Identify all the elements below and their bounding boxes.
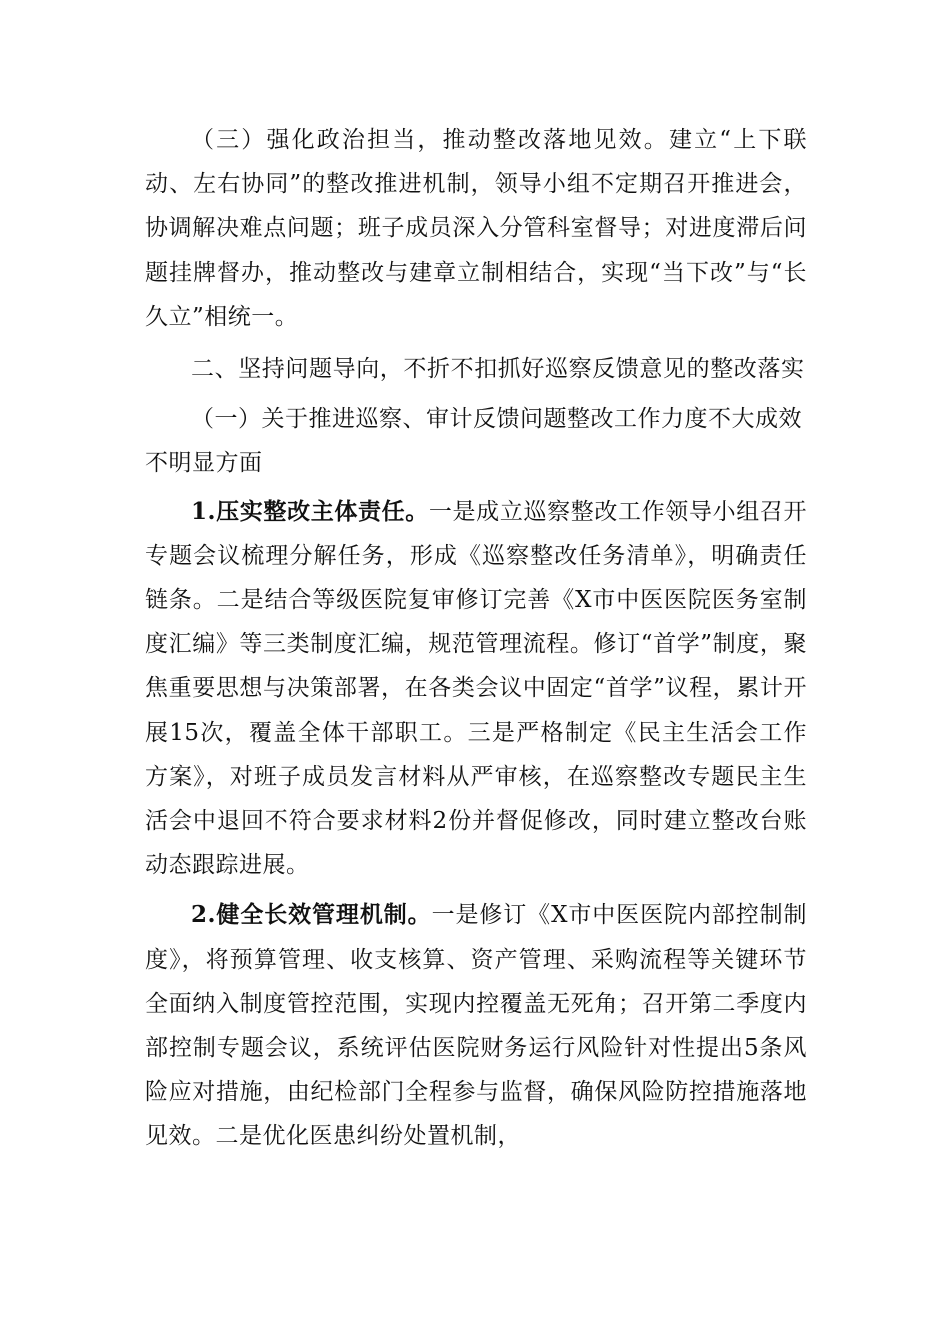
item-2-body: 一是修订《X市中医医院内部控制制度》，将预算管理、收支核算、资产管理、采购流程等关键环节全面纳入制度管控范围，实现内控覆盖无死角；召开第二季度内部控制专题会议，系统评估医院财务运行风险针对性提出5条风险应对措施，由纪检部门全程参与监督，确保风险防控措施落地见效。二是优化医患纠纷处置机制， xyxy=(145,902,808,1150)
section-heading-2: 二、坚持问题导向，不折不扣抓好巡察反馈意见的整改落实 xyxy=(191,356,805,383)
paragraph-body: 建立“上下联动、左右协同”的整改推进机制，领导小组不定期召开推进会，协调解决难点问题；班子成员深入分管科室督导；对进度滞后问题挂牌督办，推动整改与建章立制相结合，实现“当下改”与“长久立”相统一。 xyxy=(145,127,808,330)
document-page xyxy=(145,118,807,1159)
item-2-title: 2.健全长效管理机制。 xyxy=(191,901,432,929)
item-2-paragraph xyxy=(145,893,807,1158)
item-1-title: 1.压实整改主体责任。 xyxy=(191,497,429,525)
paragraph-lead: （三）强化政治担当，推动整改落地见效。 xyxy=(191,127,669,153)
item-1-paragraph xyxy=(145,490,807,888)
item-1-body: 一是成立巡察整改工作领导小组召开专题会议梳理分解任务，形成《巡察整改任务清单》，明确责任链条。二是结合等级医院复审修订完善《X市中医医院医务室制度汇编》等三类制度汇编，规范管理流程。修订“首学”制度，聚焦重要思想与决策部署，在各类会议中固定“首学”议程，累计开展15次，覆盖全体干部职工。三是严格制定《民主生活会工作方案》，对班子成员发言材料从严审核，在巡察整改专题民主生活会中退回不符合要求材料2份并督促修改，同时建立整改台账动态跟踪进展。 xyxy=(145,498,807,879)
paragraph-strengthen-political-responsibility xyxy=(145,118,807,339)
subsection-heading-1: （一）关于推进巡察、审计反馈问题整改工作力度不大成效不明显方面 xyxy=(145,406,802,477)
